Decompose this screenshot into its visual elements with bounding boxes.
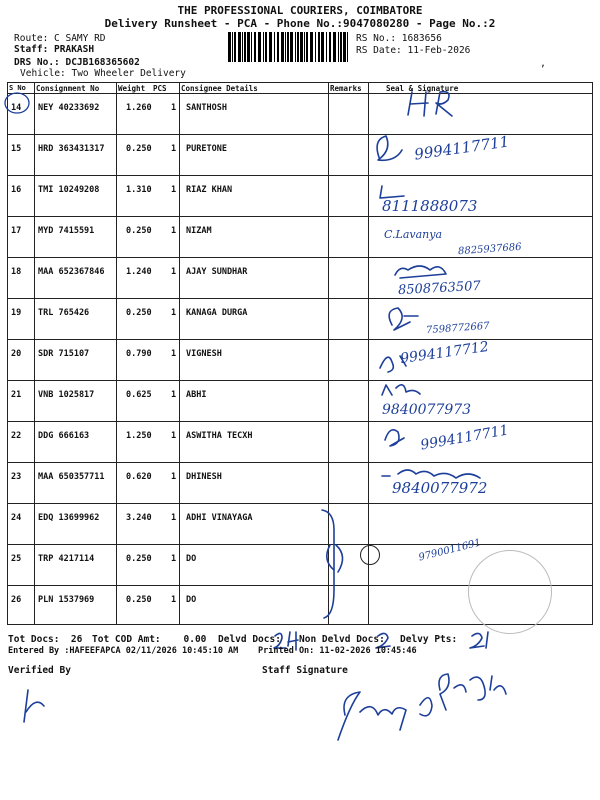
barcode-bar xyxy=(343,32,346,62)
pcs: 1 xyxy=(171,144,177,154)
consignment-no: MYD 7415591 xyxy=(38,226,95,236)
barcode-bar xyxy=(326,32,327,62)
delivery-points-label: Delvy Pts: xyxy=(400,634,458,645)
consignment-no: TMI 10249208 xyxy=(38,185,100,195)
sno: 19 xyxy=(11,308,22,318)
drs-number: DRS No.: DCJB168365602 xyxy=(14,57,140,68)
vehicle-label: Vehicle: Two Wheeler Delivery xyxy=(20,68,186,79)
barcode-bar xyxy=(281,32,284,62)
corner-mark: , xyxy=(540,58,547,69)
barcode-bar xyxy=(347,32,348,62)
table-row xyxy=(8,258,592,299)
barcode-bar xyxy=(251,32,252,62)
consignee-name: ABHI xyxy=(186,390,207,400)
barcode-bar xyxy=(265,32,267,62)
barcode-bar xyxy=(244,32,246,62)
barcode-bar xyxy=(340,32,342,62)
weight: 1.260 xyxy=(126,103,152,113)
weight: 0.250 xyxy=(126,595,152,605)
barcode-bar xyxy=(306,32,308,62)
barcode-bar xyxy=(269,32,272,62)
barcode-bar xyxy=(238,32,241,62)
pcs: 1 xyxy=(171,103,177,113)
barcode-bar xyxy=(258,32,261,62)
row-19-phone: 7598772667 xyxy=(425,320,490,337)
weight: 3.240 xyxy=(126,513,152,523)
col-header-remarks: Remarks xyxy=(330,84,362,93)
sno: 26 xyxy=(11,595,22,605)
row-17-name: C.Lavanya xyxy=(384,228,443,241)
pcs: 1 xyxy=(171,349,177,359)
table-row xyxy=(8,381,592,422)
consignment-no: NEY 40233692 xyxy=(38,103,100,113)
rs-date: RS Date: 11-Feb-2026 xyxy=(356,45,471,56)
weight: 1.240 xyxy=(126,267,152,277)
col-header-sno: S No xyxy=(9,84,26,92)
seal-stamp-small xyxy=(360,545,380,565)
pcs: 1 xyxy=(171,431,177,441)
entered-by: Entered By :HAFEEFAPCA 02/11/2026 10:45:10 AM xyxy=(8,646,239,656)
weight: 1.250 xyxy=(126,431,152,441)
pcs: 1 xyxy=(171,472,177,482)
row-15-phone: 9994117711 xyxy=(413,132,511,164)
staff-signature-label: Staff Signature xyxy=(262,665,348,676)
verified-by-mark xyxy=(24,690,44,722)
consignee-name: AJAY SUNDHAR xyxy=(186,267,248,277)
barcode-bar xyxy=(304,32,305,62)
barcode-bar xyxy=(333,32,336,62)
route-label: Route: C SAMY RD xyxy=(14,33,106,44)
barcode-bar xyxy=(290,32,293,62)
row-16-phone: 8111888073 xyxy=(382,197,478,215)
staff-label: Staff: PRAKASH xyxy=(14,44,95,55)
row-23-phone: 9840077972 xyxy=(392,479,488,497)
non-delivered-label: Non Delvd Docs: xyxy=(299,634,385,645)
sno: 20 xyxy=(11,349,22,359)
col-header-seal-signature: Seal & Signature xyxy=(386,84,459,93)
weight: 0.250 xyxy=(126,554,152,564)
table-row xyxy=(8,504,592,545)
sno: 17 xyxy=(11,226,22,236)
sno: 14 xyxy=(11,103,22,113)
delvy-pts-handwriting xyxy=(470,632,488,648)
runsheet-subtitle: Delivery Runsheet - PCA - Phone No.:9047080280 - Page No.:2 xyxy=(104,17,496,30)
consignee-name: DO xyxy=(186,554,197,564)
row-17-phone: 8825937686 xyxy=(457,241,522,258)
barcode-bar xyxy=(234,32,236,62)
sno: 15 xyxy=(11,144,22,154)
barcode-bar xyxy=(228,32,231,62)
table-row xyxy=(8,176,592,217)
barcode-bar xyxy=(338,32,339,62)
consignee-name: PURETONE xyxy=(186,144,227,154)
pcs: 1 xyxy=(171,308,177,318)
verified-by-label: Verified By xyxy=(8,665,71,676)
total-cod: Tot COD Amt: 0.00 xyxy=(92,634,207,645)
col-header-consignment: Consignment No xyxy=(36,84,100,93)
runsheet-table xyxy=(7,82,593,625)
consignment-no: DDG 666163 xyxy=(38,431,90,441)
consignment-no: EDQ 13699962 xyxy=(38,513,100,523)
consignee-name: SANTHOSH xyxy=(186,103,227,113)
sno: 21 xyxy=(11,390,22,400)
barcode-bar xyxy=(274,32,275,62)
barcode-bar xyxy=(285,32,286,62)
pcs: 1 xyxy=(171,185,177,195)
barcode-bar xyxy=(277,32,279,62)
consignment-no: HRD 363431317 xyxy=(38,144,105,154)
barcode-bar xyxy=(297,32,299,62)
table-row xyxy=(8,340,592,381)
weight: 0.620 xyxy=(126,472,152,482)
table-row xyxy=(8,463,592,504)
barcode-bar xyxy=(247,32,250,62)
table-row xyxy=(8,299,592,340)
barcode-bar xyxy=(310,32,313,62)
weight: 0.250 xyxy=(126,226,152,236)
consignee-name: NIZAM xyxy=(186,226,212,236)
consignee-name: DO xyxy=(186,595,197,605)
sno: 25 xyxy=(11,554,22,564)
delivered-docs-label: Delvd Docs: xyxy=(218,634,281,645)
barcode-bar xyxy=(254,32,256,62)
barcode-bar xyxy=(295,32,296,62)
consignment-no: TRL 765426 xyxy=(38,308,90,318)
pcs: 1 xyxy=(171,595,177,605)
sno: 16 xyxy=(11,185,22,195)
row-20-phone: 9994117712 xyxy=(399,338,490,368)
consignment-no: PLN 1537969 xyxy=(38,595,95,605)
staff-signature-ink xyxy=(338,692,432,740)
pcs: 1 xyxy=(171,267,177,277)
sno: 23 xyxy=(11,472,22,482)
barcode xyxy=(228,32,352,66)
printed-on: Printed On: 11-02-2026 10:45:46 xyxy=(258,646,417,656)
consignment-no: SDR 715107 xyxy=(38,349,90,359)
consignment-no: MAA 650357711 xyxy=(38,472,105,482)
barcode-bar xyxy=(329,32,331,62)
consignment-no: TRP 4217114 xyxy=(38,554,95,564)
consignee-name: DHINESH xyxy=(186,472,222,482)
staff-name-ink xyxy=(439,674,506,710)
barcode-bar xyxy=(242,32,243,62)
table-row xyxy=(8,94,592,135)
pcs: 1 xyxy=(171,226,177,236)
sno: 22 xyxy=(11,431,22,441)
pcs: 1 xyxy=(171,390,177,400)
weight: 0.250 xyxy=(126,308,152,318)
sno: 24 xyxy=(11,513,22,523)
weight: 1.310 xyxy=(126,185,152,195)
row-25-phone: 9790011691 xyxy=(417,537,483,564)
barcode-bar xyxy=(315,32,316,62)
consignee-name: ADHI VINAYAGA xyxy=(186,513,253,523)
company-title: THE PROFESSIONAL COURIERS, COIMBATORE xyxy=(177,4,423,17)
barcode-bar xyxy=(318,32,320,62)
total-docs: Tot Docs: 26 xyxy=(8,634,83,645)
consignment-no: MAA 652367846 xyxy=(38,267,105,277)
barcode-bar xyxy=(263,32,264,62)
seal-stamp-faint xyxy=(468,550,552,634)
col-header-weight: Weight xyxy=(118,84,146,93)
col-header-consignee: Consignee Details xyxy=(181,84,258,93)
sno: 18 xyxy=(11,267,22,277)
consignee-name: ASWITHA TECXH xyxy=(186,431,253,441)
row-18-phone: 8508763507 xyxy=(397,278,482,299)
weight: 0.625 xyxy=(126,390,152,400)
barcode-bar xyxy=(321,32,324,62)
row-22-phone: 9994117711 xyxy=(419,422,510,454)
consignee-name: RIAZ KHAN xyxy=(186,185,233,195)
barcode-bar xyxy=(300,32,303,62)
barcode-bar xyxy=(232,32,233,62)
pcs: 1 xyxy=(171,513,177,523)
weight: 0.250 xyxy=(126,144,152,154)
weight: 0.790 xyxy=(126,349,152,359)
row-21-phone: 9840077973 xyxy=(382,402,472,418)
rs-number: RS No.: 1683656 xyxy=(356,33,442,44)
consignee-name: VIGNESH xyxy=(186,349,222,359)
consignment-no: VNB 1025817 xyxy=(38,390,95,400)
barcode-bar xyxy=(287,32,289,62)
consignee-name: KANAGA DURGA xyxy=(186,308,248,318)
pcs: 1 xyxy=(171,554,177,564)
col-header-pcs: PCS xyxy=(153,84,167,93)
